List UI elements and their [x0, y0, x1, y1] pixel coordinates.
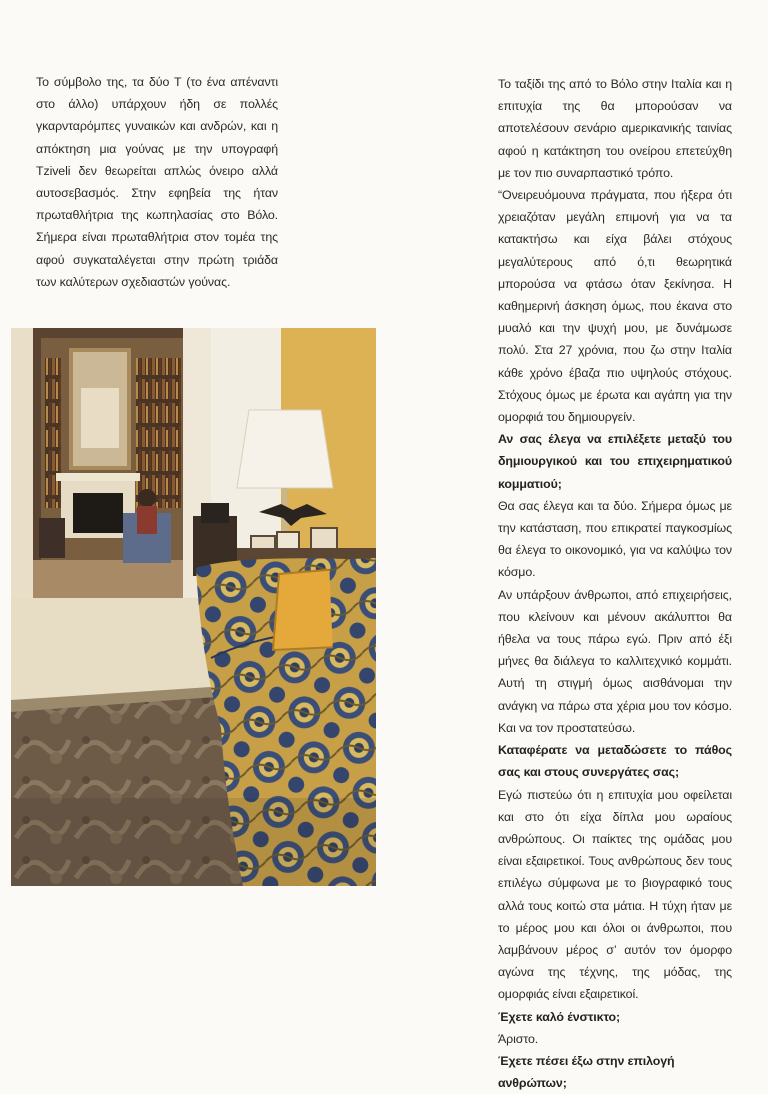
right-text-column: [498, 73, 732, 1094]
interior-photo: [11, 328, 376, 886]
interior-photo-drawing: [11, 328, 376, 886]
interview-answer: Άριστο.: [498, 1031, 539, 1046]
interview-question: Έχετε πέσει έξω στην επιλογή ανθρώπων;: [498, 1053, 675, 1091]
interview-answer: Αν υπάρξουν άνθρωποι, από επιχειρήσεις, που κλείνουν και μένουν ακάλυπτοι θα ήθελα να τους πάρω εγώ. Πριν από έξι μήνες θα διάλεγα το καλλιτεχνικό κομμάτι. Αυτή τη στιγμή όμως αισθάνομαι την ανάγκη να πάρω στα χέρια μου τον κόσμο. Και να τον προστατεύσω.: [498, 587, 732, 735]
interview-question: Καταφέρατε να μεταδώσετε το πάθος σας και στους συνεργάτες σας;: [498, 743, 732, 780]
body-paragraph: “Ονειρευόμουνα πράγματα, που ήξερα ότι χρειαζόταν μεγάλη επιμονή για να τα κατακτήσω και είχα βάλει στόχους μεγαλύτερους από ό,τι θεωρητικά μπορούσα να φτάσω όταν ξεκίνησα. Η καθημερινή άσκηση όμως, που έκανα στο μυαλό και την ψυχή μου, με δυνάμωσε πολύ. Στα 27 χρόνια, που ζω στην Ιταλία κάθε χρόνο έβαζα πιο υψηλούς στόχους. Στόχους όμως με έρωτα και αγάπη για την ομορφιά του δημιουργείν.: [498, 188, 732, 425]
interview-question: Αν σας έλεγα να επιλέξετε μεταξύ του δημιουργικού και του επιχειρηματικού κομματιού;: [498, 432, 732, 491]
left-text-column: [36, 71, 278, 293]
interview-answer: Θα σας έλεγα και τα δύο. Σήμερα όμως με την κατάσταση, που επικρατεί παγκοσμίως θα έλεγα το οικονομικό, για να καλύψω τον κόσμο.: [498, 498, 732, 580]
interview-answer: Εγώ πιστεύω ότι η επιτυχία μου οφείλεται και στο ότι είχα δίπλα μου ωραίους ανθρώπους. Οι παίκτες της ομάδας μου είναι εξαιρετικοί. Τους ανθρώπους δεν τους επιλέγω σύμφωνα με το βιογραφικό τους αλλά τους κοιτώ στα μάτια. Η τύχη ήταν με το μέρος μου και όλοι οι άνθρωποι, που λαμβάνουν μέρος σ’ αυτόν τον όμορφο αγώνα της τέχνης, της μόδας, της ομορφιάς είναι εξαιρετικοί.: [498, 787, 732, 1002]
body-paragraph: Το ταξίδι της από το Βόλο στην Ιταλία και η επιτυχία της θα μπορούσαν να αποτελέσουν σενάριο αμερικανικής ταινίας αφού η κατάκτηση του ονείρου επετεύχθη με τον πιο συναρπαστικό τρόπο.: [498, 77, 732, 180]
body-paragraph: Το σύμβολο της, τα δύο Τ (το ένα απέναντι στο άλλο) υπάρχουν ήδη σε πολλές γκαρνταρόμπες γυναικών και ανδρών, και η απόκτηση μια γούνας με την υπογραφή Tziveli δεν θεωρείται απλώς όνειρο αλλά αυτοσεβασμός. Στην εφηβεία της ήταν πρωταθλήτρια της κωπηλασίας στο Βόλο. Σήμερα είναι πρωταθλήτρια στον τομέα της αφού συγκαταλέγεται στην πρώτη τριάδα των καλύτερων σχεδιαστών γούνας.: [36, 75, 278, 289]
interview-question: Έχετε καλό ένστικτο;: [498, 1009, 621, 1024]
